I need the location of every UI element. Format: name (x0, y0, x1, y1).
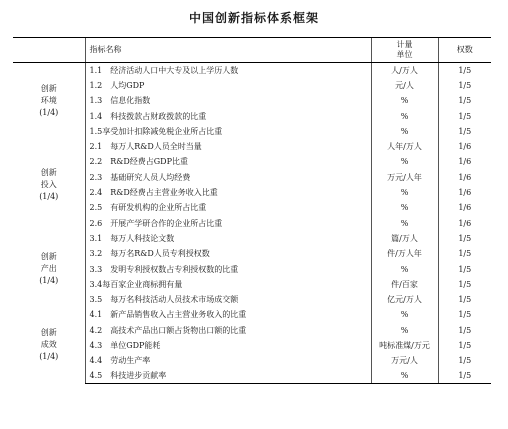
category-weight: (1/4) (39, 107, 59, 117)
category-name-line2: 投入 (40, 179, 57, 189)
indicator-cell: 3.1 每万人科技论文数 (85, 231, 371, 246)
indicator-cell: 1.2 人均GDP (85, 78, 371, 93)
table-row (13, 338, 491, 353)
unit-cell: 人年/万人 (371, 139, 438, 154)
header-weight: 权数 (438, 38, 491, 63)
table-row (13, 292, 491, 307)
table-row (13, 170, 491, 185)
unit-cell: % (371, 215, 438, 230)
table-row (13, 154, 491, 169)
unit-cell: % (371, 154, 438, 169)
weight-cell: 1/5 (438, 93, 491, 108)
header-category (13, 38, 85, 63)
indicator-cell: 4.1 新产品销售收入占主营业务收入的比重 (85, 307, 371, 322)
unit-cell: 件/万人年 (371, 246, 438, 261)
weight-cell: 1/5 (438, 353, 491, 368)
table-row (13, 185, 491, 200)
table-row (13, 307, 491, 322)
unit-cell: % (371, 307, 438, 322)
unit-cell: % (371, 200, 438, 215)
unit-cell: 吨标准煤/万元 (371, 338, 438, 353)
unit-cell: 亿元/万人 (371, 292, 438, 307)
weight-cell: 1/5 (438, 307, 491, 322)
category-name-line1: 创新 (40, 83, 57, 93)
table-row (13, 368, 491, 383)
indicator-cell: 3.5 每万名科技活动人员技术市场成交额 (85, 292, 371, 307)
unit-cell: % (371, 368, 438, 383)
unit-cell: 人/万人 (371, 63, 438, 78)
weight-cell: 1/5 (438, 261, 491, 276)
unit-cell: % (371, 124, 438, 139)
indicator-cell: 2.5 有研发机构的企业所占比重 (85, 200, 371, 215)
weight-cell: 1/6 (438, 139, 491, 154)
unit-cell: 篇/万人 (371, 231, 438, 246)
table-row (13, 231, 491, 246)
category-name-line1: 创新 (40, 167, 57, 177)
indicator-cell: 2.1 每万人R&D人员全时当量 (85, 139, 371, 154)
weight-cell: 1/5 (438, 368, 491, 383)
weight-cell: 1/6 (438, 215, 491, 230)
table-row (13, 108, 491, 123)
indicator-cell: 2.4 R&D经费占主营业务收入比重 (85, 185, 371, 200)
table-row (13, 93, 491, 108)
indicator-table (13, 37, 491, 384)
unit-cell: % (371, 323, 438, 338)
table-row (13, 63, 491, 78)
indicator-cell: 1.3 信息化指数 (85, 93, 371, 108)
table-row (13, 124, 491, 139)
table-row (13, 200, 491, 215)
weight-cell: 1/5 (438, 246, 491, 261)
table-row (13, 246, 491, 261)
category-cell (13, 231, 85, 307)
indicator-cell: 1.4 科技拨款占财政拨款的比重 (85, 108, 371, 123)
weight-cell: 1/6 (438, 170, 491, 185)
weight-cell: 1/5 (438, 231, 491, 246)
unit-cell: % (371, 108, 438, 123)
weight-cell: 1/5 (438, 124, 491, 139)
indicator-cell: 1.1 经济活动人口中大专及以上学历人数 (85, 63, 371, 78)
unit-cell: % (371, 93, 438, 108)
header-row (13, 38, 491, 63)
category-weight: (1/4) (39, 352, 59, 362)
table-row (13, 78, 491, 93)
page-title: 中国创新指标体系框架 (188, 11, 319, 25)
indicator-cell: 2.3 基础研究人员人均经费 (85, 170, 371, 185)
header-unit (371, 38, 438, 63)
category-name-line2: 成效 (40, 340, 57, 350)
table-body (13, 63, 491, 384)
weight-cell: 1/6 (438, 200, 491, 215)
unit-cell: 件/百家 (371, 277, 438, 292)
weight-cell: 1/5 (438, 292, 491, 307)
weight-cell: 1/5 (438, 323, 491, 338)
unit-cell: 万元/人年 (371, 170, 438, 185)
category-name-line1: 创新 (40, 328, 57, 338)
table-row (13, 139, 491, 154)
indicator-cell: 4.3 单位GDP能耗 (85, 338, 371, 353)
category-name-line2: 产出 (40, 264, 57, 273)
category-weight: (1/4) (39, 276, 59, 285)
header-indicator: 指标名称 (85, 38, 371, 63)
indicator-cell: 3.3 发明专利授权数占专利授权数的比重 (85, 261, 371, 276)
category-name-line1: 创新 (40, 252, 57, 261)
weight-cell: 1/5 (438, 78, 491, 93)
weight-cell: 1/5 (438, 108, 491, 123)
indicator-cell: 4.4 劳动生产率 (85, 353, 371, 368)
unit-cell: % (371, 261, 438, 276)
header-unit-line1: 计量 (396, 40, 413, 49)
category-cell (13, 63, 85, 139)
indicator-cell: 4.2 高技术产品出口额占货物出口额的比重 (85, 323, 371, 338)
table-row (13, 277, 491, 292)
weight-cell: 1/5 (438, 277, 491, 292)
weight-cell: 1/6 (438, 154, 491, 169)
unit-cell: 万元/人 (371, 353, 438, 368)
indicator-cell: 2.2 R&D经费占GDP比重 (85, 154, 371, 169)
table-row (13, 261, 491, 276)
unit-cell: % (371, 185, 438, 200)
indicator-cell: 1.5享受加计扣除减免税企业所占比重 (85, 124, 371, 139)
weight-cell: 1/5 (438, 338, 491, 353)
indicator-cell: 4.5 科技进步贡献率 (85, 368, 371, 383)
weight-cell: 1/6 (438, 185, 491, 200)
weight-cell: 1/5 (438, 63, 491, 78)
table-row (13, 323, 491, 338)
category-cell (13, 307, 85, 383)
table-row (13, 353, 491, 368)
unit-cell: 元/人 (371, 78, 438, 93)
indicator-cell: 3.4每百家企业商标拥有量 (85, 277, 371, 292)
header-unit-line2: 单位 (396, 50, 413, 59)
category-name-line2: 环境 (40, 95, 57, 105)
indicator-cell: 3.2 每万名R&D人员专利授权数 (85, 246, 371, 261)
category-cell (13, 139, 85, 231)
indicator-cell: 2.6 开展产学研合作的企业所占比重 (85, 215, 371, 230)
table-row (13, 215, 491, 230)
category-weight: (1/4) (39, 191, 59, 201)
